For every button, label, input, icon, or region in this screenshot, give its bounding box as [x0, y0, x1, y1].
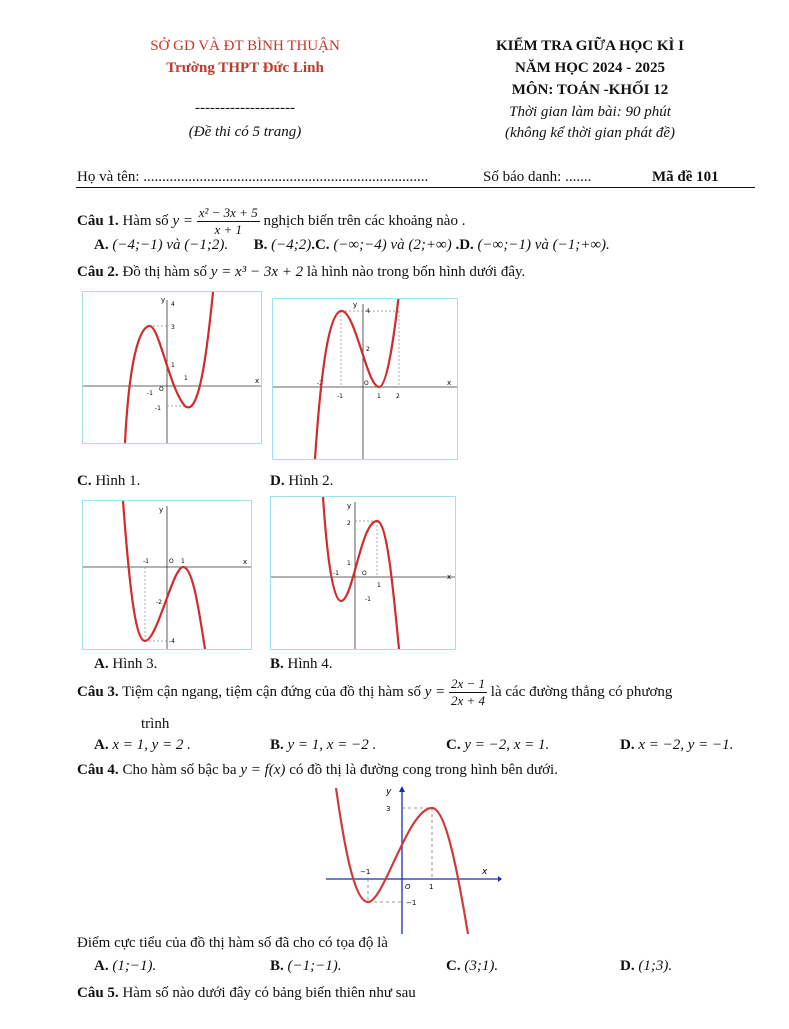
student-id-field: Số báo danh: .......: [483, 169, 592, 185]
x-axis-label: x: [447, 379, 452, 387]
option-c-label-q3[interactable]: C.: [446, 737, 461, 753]
figure-4: [270, 496, 456, 650]
figure-1: [82, 291, 262, 444]
tick-minus-2: -2: [317, 380, 323, 387]
x-axis-label: x: [447, 573, 452, 581]
option-a-q2[interactable]: Hình 3.: [112, 656, 158, 672]
option-c-q3[interactable]: y = −2, x = 1.: [464, 737, 550, 753]
origin: O: [169, 558, 174, 565]
tick-2: 2: [347, 520, 351, 527]
option-a-label-q2[interactable]: A.: [94, 656, 109, 672]
curve: [315, 299, 399, 459]
option-a-label-q3[interactable]: A.: [94, 737, 109, 753]
tick-minus-1: -1: [143, 558, 149, 565]
figure-2-graph: [273, 299, 457, 459]
tick-minus-1-x: −1: [360, 868, 371, 876]
origin: O: [405, 883, 411, 891]
question-4-text-after: có đồ thị là đường cong trong hình bên dưới.: [289, 762, 558, 778]
tick-3: 3: [386, 805, 391, 813]
header-divider: [76, 187, 755, 188]
school-year: NĂM HỌC 2024 - 2025: [515, 60, 665, 76]
tick-minus-1-y: −1: [406, 899, 417, 907]
question-3-text-before: Tiệm cận ngang, tiệm cận đứng của đồ thị hàm số: [122, 683, 421, 700]
subject: MÔN: TOÁN -KHỐI 12: [511, 82, 669, 98]
question-3-option-c[interactable]: [446, 737, 549, 754]
question-4-option-c[interactable]: [446, 958, 498, 975]
figure-2: [272, 298, 458, 460]
tick-1: 1: [181, 558, 185, 565]
tick-minus-1-y: -1: [365, 596, 371, 603]
question-1: [77, 205, 465, 238]
school-name: Trường THPT Đức Linh: [166, 60, 324, 76]
option-d-label[interactable]: .D.: [455, 237, 474, 253]
question-5-label: Câu 5.: [77, 985, 119, 1001]
y-arrow-icon: [399, 786, 405, 792]
exam-code: Mã đề 101: [652, 169, 719, 185]
student-name-field: Họ và tên: ............................................................................: [77, 169, 429, 185]
origin: O: [159, 386, 164, 393]
tick-2-x: 2: [396, 393, 400, 400]
tick-1-x: 1: [184, 375, 188, 382]
question-1-text-before: Hàm số: [122, 212, 169, 229]
x-arrow-icon: [498, 876, 502, 882]
question-1-label: Câu 1.: [77, 212, 119, 229]
figure-4-caption: [270, 656, 333, 673]
tick-minus-1: -1: [337, 393, 343, 400]
option-d-q3[interactable]: x = −2, y = −1.: [638, 737, 734, 753]
question-1-text-after: nghịch biến trên các khoảng nào .: [263, 212, 466, 229]
question-1-y-eq: y =: [172, 212, 193, 229]
tick-1: 1: [171, 362, 175, 369]
tick-1-x: 1: [429, 883, 434, 891]
question-4-option-a[interactable]: [94, 958, 156, 975]
option-a-label[interactable]: A.: [94, 237, 109, 253]
tick-3: 3: [171, 324, 175, 331]
question-2-label: Câu 2.: [77, 264, 119, 280]
option-a-q4[interactable]: (1;−1).: [112, 958, 157, 974]
tick-minus-1-y: -1: [155, 405, 161, 412]
question-5: [77, 985, 416, 1002]
option-c[interactable]: (−∞;−4) và (2;+∞): [333, 237, 452, 253]
exam-title: KIỂM TRA GIỮA HỌC KÌ I: [496, 38, 684, 54]
curve: [123, 501, 205, 649]
time-note: (không kể thời gian phát đề): [504, 125, 676, 141]
question-4-text-before: Cho hàm số bậc ba: [122, 762, 237, 778]
question-2-formula: y = x³ − 3x + 2: [210, 264, 304, 280]
question-4-option-d[interactable]: [620, 958, 672, 975]
option-d[interactable]: (−∞;−1) và (−1;+∞).: [477, 237, 610, 253]
question-3-text-wrap: trình: [141, 716, 170, 732]
question-2-text-before: Đồ thị hàm số: [122, 264, 208, 280]
question-2-text-after: là hình nào trong bốn hình dưới đây.: [306, 264, 526, 280]
question-3-y-eq: y =: [424, 683, 446, 700]
option-c-label-q4[interactable]: C.: [446, 958, 461, 974]
question-4-option-b[interactable]: [270, 958, 342, 975]
y-axis-label: y: [159, 506, 164, 514]
header-dashes: --------------------: [195, 100, 295, 116]
curve: [125, 292, 213, 443]
option-b-label[interactable]: B.: [253, 237, 268, 253]
question-1-options: [94, 237, 610, 254]
y-axis-label: y: [161, 296, 166, 304]
option-b-label-q2[interactable]: B.: [270, 656, 284, 672]
school-department: SỞ GD VÀ ĐT BÌNH THUẬN: [150, 38, 340, 54]
question-4: [77, 762, 558, 779]
question-4-prompt: Điểm cực tiểu của đồ thị hàm số đã cho có tọa độ là: [77, 935, 388, 951]
question-3-option-d[interactable]: [620, 737, 733, 754]
option-d-label-q3[interactable]: D.: [620, 737, 635, 753]
question-3: [77, 676, 672, 709]
time-limit: Thời gian làm bài: 90 phút: [509, 104, 671, 120]
origin: O: [362, 570, 367, 577]
question-1-numerator: x² − 3x + 5: [198, 205, 258, 220]
option-a[interactable]: (−4;−1) và (−1;2).: [112, 237, 229, 253]
option-d-q4[interactable]: (1;3).: [638, 958, 673, 974]
tick-minus-1: -1: [333, 570, 339, 577]
option-c-q4[interactable]: (3;1).: [464, 958, 499, 974]
question-4-graph: [322, 784, 502, 934]
figure-1-graph: [83, 292, 261, 443]
option-b-q4[interactable]: (−1;−1).: [287, 958, 342, 974]
option-a-label-q4[interactable]: A.: [94, 958, 109, 974]
page-count-note: (Đề thi có 5 trang): [188, 124, 302, 140]
question-4-formula: y = f(x): [240, 762, 286, 778]
option-d-label-q2[interactable]: D.: [270, 473, 285, 489]
option-b-q2[interactable]: Hình 4.: [287, 656, 333, 672]
tick-1: 1: [377, 393, 381, 400]
origin: O: [364, 380, 369, 387]
question-1-denominator: x + 1: [214, 222, 242, 237]
x-axis-label: x: [243, 558, 248, 566]
question-3-option-a[interactable]: [94, 737, 191, 754]
question-3-numerator: 2x − 1: [450, 676, 486, 691]
tick-minus-1-x: -1: [147, 390, 153, 397]
tick-4: 4: [366, 308, 370, 315]
question-5-text: Hàm số nào dưới đây có bảng biến thiên như sau: [122, 985, 416, 1001]
question-2: [77, 264, 525, 281]
option-a-q3[interactable]: x = 1, y = 2 .: [112, 737, 191, 753]
y-axis-label: y: [347, 502, 352, 510]
y-axis-label: y: [353, 301, 358, 309]
question-3-text-after: là các đường thẳng có phương: [490, 683, 673, 700]
figure-2-caption: [270, 473, 333, 490]
figure-3-graph: [83, 501, 251, 649]
option-b[interactable]: (−4;2): [271, 237, 312, 253]
figure-4-graph: [271, 497, 455, 649]
question-3-fraction: [449, 676, 487, 709]
option-b-label-q4[interactable]: B.: [270, 958, 284, 974]
x-axis-label: x: [255, 377, 260, 385]
tick-1: 1: [347, 560, 351, 567]
option-c-q2[interactable]: Hình 1.: [95, 473, 141, 489]
tick-2: 2: [366, 346, 370, 353]
tick-minus-4: -4: [169, 638, 175, 645]
option-b-label-q3[interactable]: B.: [270, 737, 284, 753]
option-d-label-q4[interactable]: D.: [620, 958, 635, 974]
figure-3-caption: [94, 656, 157, 673]
question-3-denominator: 2x + 4: [450, 693, 486, 708]
tick-1-x: 1: [377, 582, 381, 589]
question-3-option-b[interactable]: [270, 737, 376, 754]
option-b-q3[interactable]: y = 1, x = −2 .: [287, 737, 377, 753]
question-4-label: Câu 4.: [77, 762, 119, 778]
figure-3: [82, 500, 252, 650]
option-c-label[interactable]: .C.: [311, 237, 330, 253]
tick-4: 4: [171, 301, 175, 308]
x-axis-label: x: [482, 867, 488, 877]
question-3-label: Câu 3.: [77, 683, 119, 700]
tick-minus-2: -2: [156, 599, 162, 606]
option-c-label-q2[interactable]: C.: [77, 473, 92, 489]
y-axis-label: y: [386, 787, 392, 797]
option-d-q2[interactable]: Hình 2.: [288, 473, 334, 489]
question-1-fraction: [197, 205, 260, 238]
figure-1-caption: [77, 473, 140, 490]
